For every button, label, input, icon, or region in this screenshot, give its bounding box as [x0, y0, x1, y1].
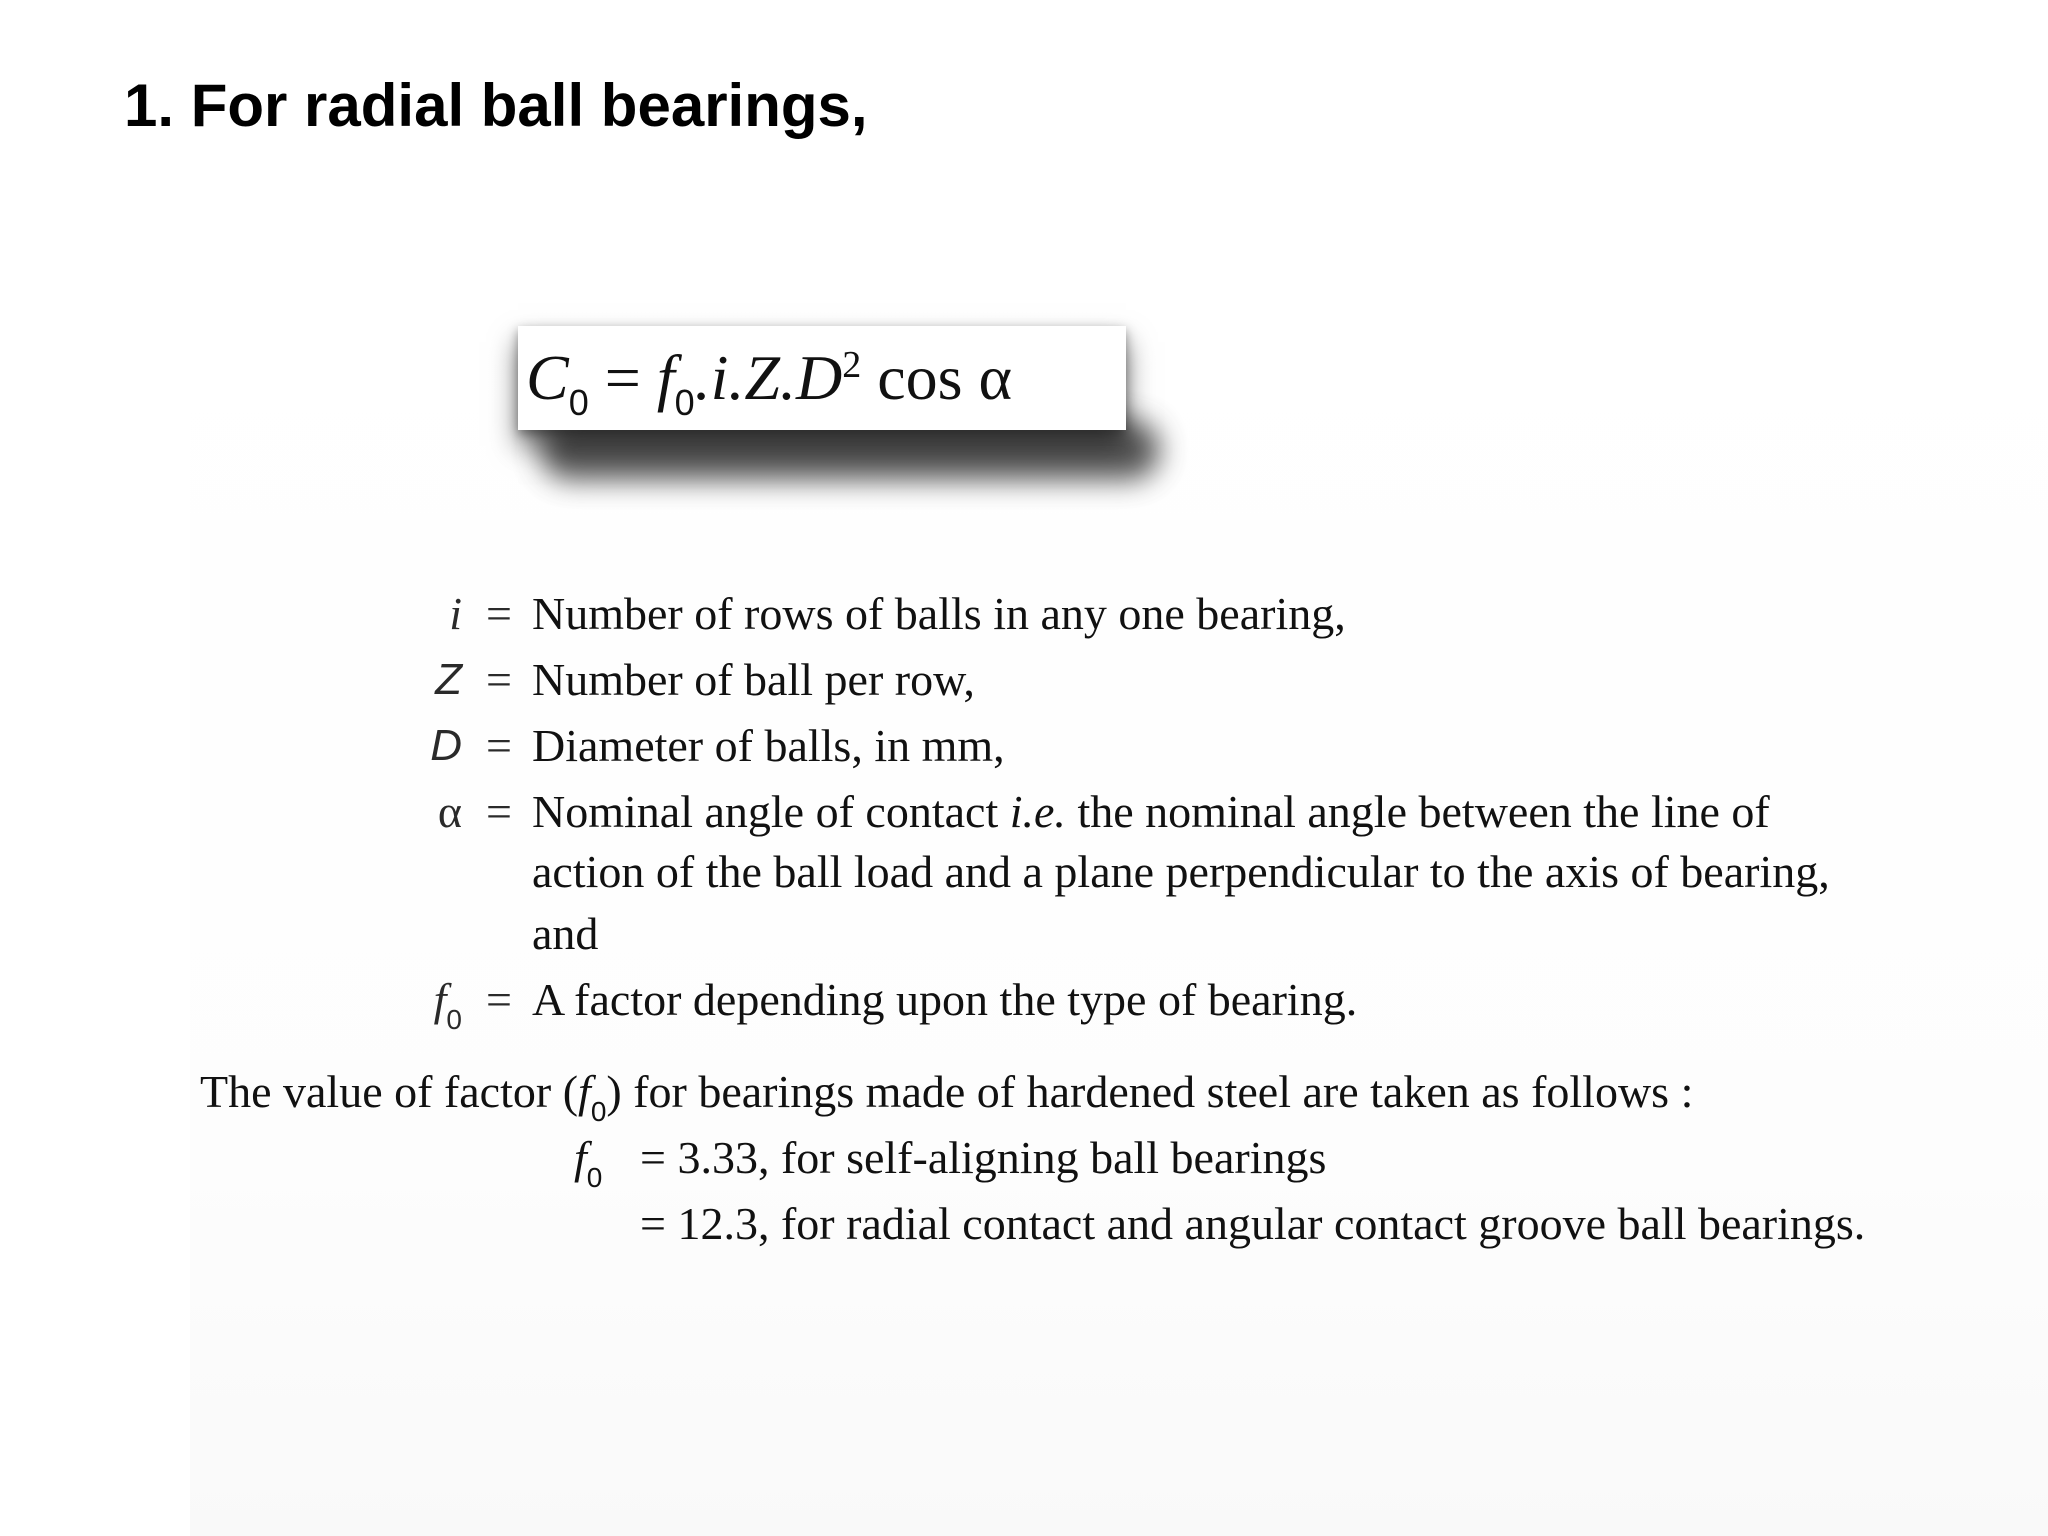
factor-value-self-aligning: = 3.33, for self-aligning ball bearings	[640, 1132, 1327, 1183]
definition-symbol-f0	[322, 970, 462, 1036]
factor-values-intro	[200, 1062, 1693, 1128]
definition-equals-alpha: =	[486, 786, 512, 837]
formula-lhs-subscript: 0	[568, 382, 589, 423]
definition-text-d: Diameter of balls, in mm,	[532, 720, 1005, 771]
factor-value-radial-angular: = 12.3, for radial contact and angular contact groove ball bearings.	[640, 1198, 1866, 1249]
definition-symbol-i: i	[449, 588, 462, 639]
definition-text-alpha	[532, 782, 1770, 842]
definition-text-z: Number of ball per row,	[532, 654, 975, 705]
definition-text-alpha-line-3: and	[532, 908, 599, 959]
formula-power: 2	[842, 344, 862, 386]
definition-text-alpha-line-2: action of the ball load and a plane perpendicular to the axis of bearing,	[532, 846, 1830, 897]
definition-equals-i: =	[486, 588, 512, 639]
factor-value-symbol	[574, 1128, 602, 1194]
definition-equals-z: =	[486, 654, 512, 705]
factor-intro-symbol: f	[578, 1066, 591, 1117]
f0-subscript: 0	[446, 1004, 462, 1035]
formula-lhs-symbol: C	[526, 342, 569, 413]
formula-equals: =	[604, 342, 641, 413]
slide-title: 1. For radial ball bearings,	[124, 72, 868, 139]
alpha-text-end: the nominal angle between the line of	[1065, 786, 1770, 837]
factor-intro-subscript: 0	[590, 1096, 607, 1127]
factor-intro-end: ) for bearings made of hardened steel are taken as follows :	[606, 1066, 1694, 1117]
definition-symbol-alpha: α	[437, 786, 462, 837]
definition-equals-f0: =	[486, 974, 512, 1025]
scanned-textbook-excerpt	[190, 300, 2048, 1536]
alpha-text-start: Nominal angle of contact	[532, 786, 1010, 837]
alpha-text-ie: i.e.	[1009, 786, 1066, 837]
definition-symbol-z: Z	[435, 655, 462, 704]
static-load-formula	[526, 342, 1013, 423]
definition-text-f0: A factor depending upon the type of bearing.	[532, 974, 1358, 1025]
f0-symbol: f	[433, 974, 447, 1025]
factor-value-subscript: 0	[586, 1162, 603, 1193]
definition-equals-d: =	[486, 720, 512, 771]
formula-product-terms: .i.Z.D	[694, 342, 843, 413]
formula-cos-alpha: cos α	[861, 342, 1013, 413]
formula-f-symbol: f	[656, 342, 675, 413]
definition-symbol-d: D	[430, 721, 462, 770]
definition-text-i: Number of rows of balls in any one bearing,	[532, 588, 1346, 639]
factor-intro-start: The value of factor (	[200, 1066, 579, 1117]
formula-f-subscript: 0	[674, 382, 695, 423]
static-load-formula-box	[518, 326, 1126, 430]
factor-value-f: f	[574, 1132, 587, 1183]
